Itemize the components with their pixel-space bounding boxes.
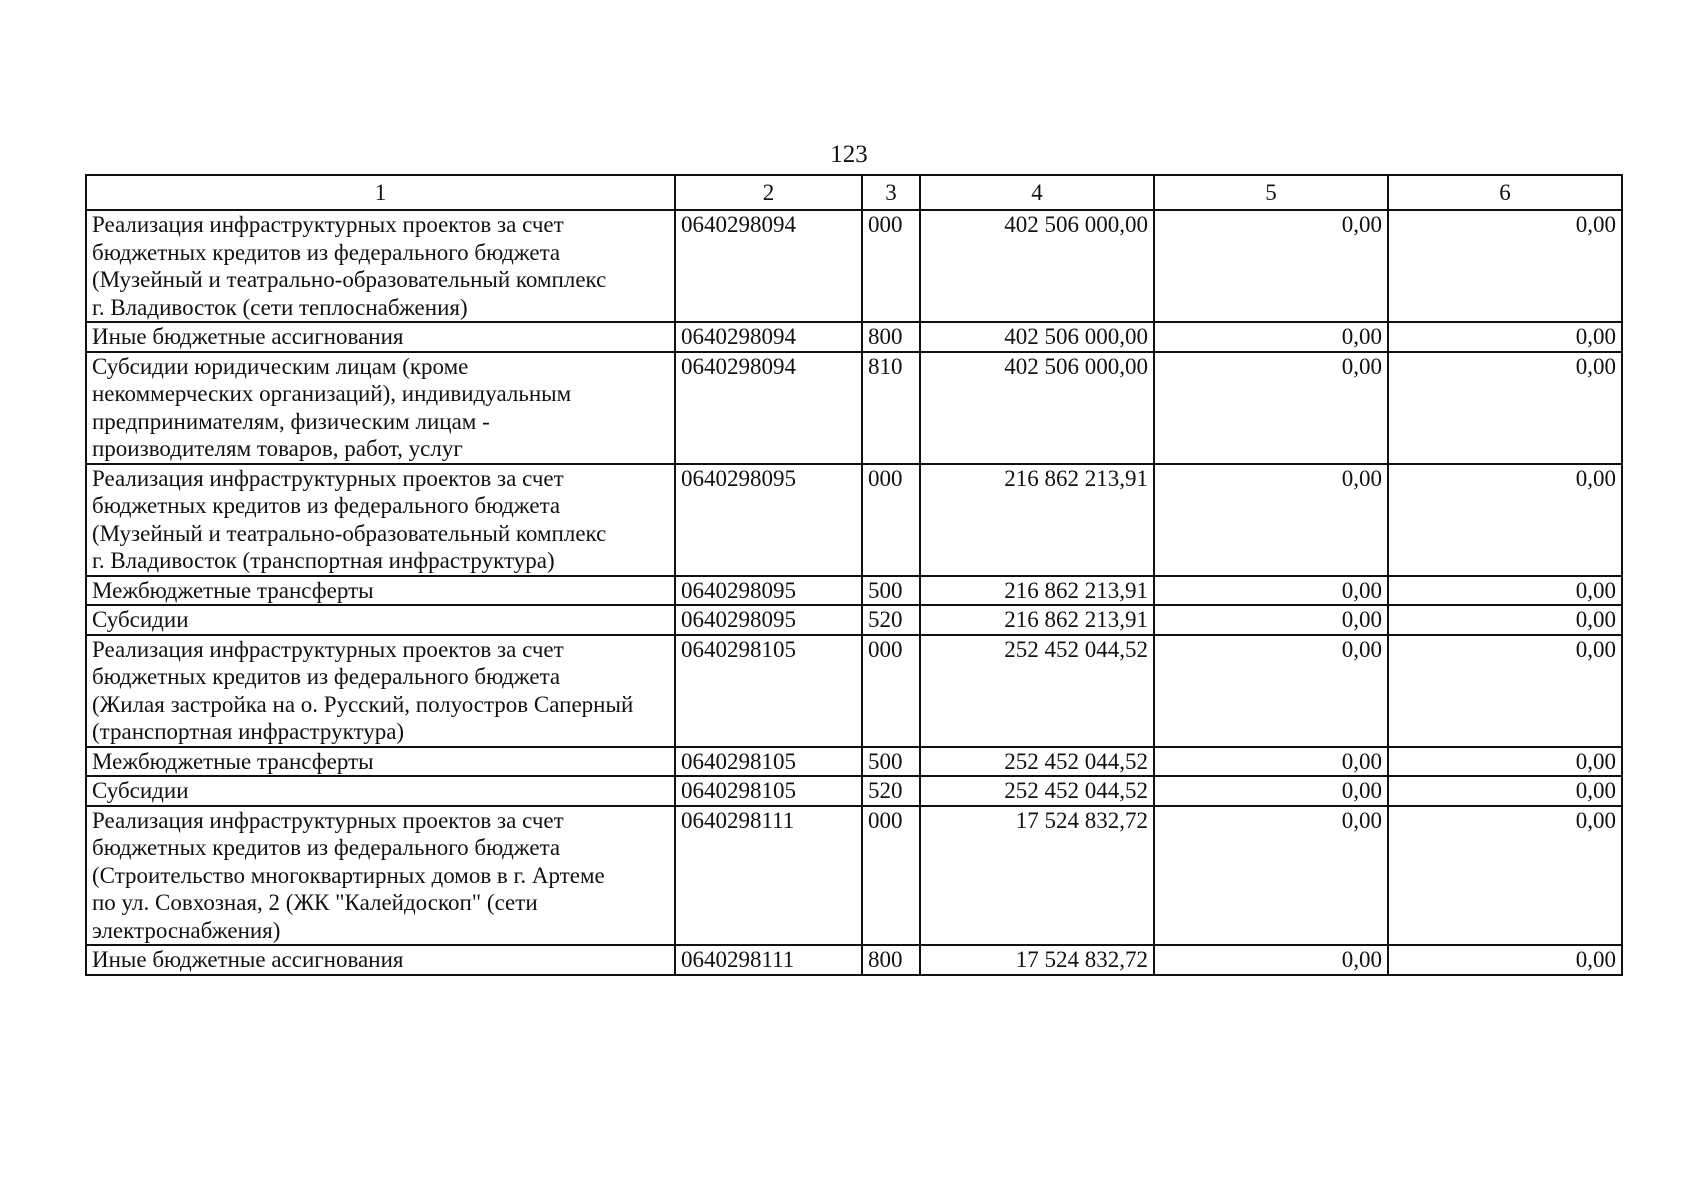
- target-article-code: 0640298095: [675, 576, 862, 606]
- target-article-code: 0640298105: [675, 776, 862, 806]
- row-name-line: бюджетных кредитов из федерального бюджета: [92, 239, 561, 265]
- column-header: 2: [675, 175, 862, 210]
- column-header: 4: [920, 175, 1154, 210]
- amount-column-4: 17 524 832,72: [920, 806, 1154, 946]
- target-article-code: 0640298105: [675, 747, 862, 777]
- row-name-line: (Музейный и театрально-образовательный комплекс: [92, 520, 607, 546]
- row-name-cell: [86, 776, 675, 806]
- row-name-line: Реализация инфраструктурных проектов за счет: [92, 212, 564, 237]
- amount-column-5: 0,00: [1154, 576, 1388, 606]
- row-name-line: (транспортная инфраструктура): [92, 719, 405, 744]
- table-row: [86, 747, 1622, 777]
- page-number: 123: [830, 141, 868, 168]
- target-article-code: 0640298094: [675, 352, 862, 464]
- budget-table: [85, 174, 1623, 976]
- row-name-line: производителям товаров, работ, услуг: [92, 436, 463, 461]
- row-name-line: Субсидии: [92, 607, 189, 632]
- target-article-code: 0640298095: [675, 605, 862, 635]
- row-name-line: бюджетных кредитов из федерального бюджета: [92, 664, 561, 689]
- row-name-cell: [86, 352, 675, 464]
- target-article-code: 0640298111: [675, 945, 862, 975]
- amount-column-5: 0,00: [1154, 806, 1388, 946]
- expense-type-code: 000: [862, 210, 920, 322]
- amount-column-5: 0,00: [1154, 322, 1388, 352]
- row-name-line: некоммерческих организаций), индивидуальным: [92, 381, 572, 406]
- amount-column-5: 0,00: [1154, 352, 1388, 464]
- amount-column-6: 0,00: [1388, 747, 1622, 777]
- column-header: 5: [1154, 175, 1388, 210]
- row-name-line: Реализация инфраструктурных проектов за счет: [92, 636, 564, 662]
- row-name-line: бюджетных кредитов из федерального бюджета: [92, 493, 561, 518]
- row-name-cell: [86, 322, 675, 352]
- row-name-cell: [86, 576, 675, 606]
- amount-column-5: 0,00: [1154, 464, 1388, 576]
- row-name-line: Субсидии: [92, 778, 189, 803]
- amount-column-6: 0,00: [1388, 776, 1622, 806]
- target-article-code: 0640298105: [675, 635, 862, 747]
- row-name-line: Субсидии юридическим лицам (кроме: [92, 353, 469, 379]
- expense-type-code: 800: [862, 322, 920, 352]
- amount-column-6: 0,00: [1388, 605, 1622, 635]
- target-article-code: 0640298094: [675, 322, 862, 352]
- row-name-line: г. Владивосток (транспортная инфраструктура): [92, 548, 555, 573]
- table-body: [86, 210, 1622, 975]
- column-header: 1: [86, 175, 675, 210]
- amount-column-6: 0,00: [1388, 806, 1622, 946]
- row-name-cell: [86, 635, 675, 747]
- expense-type-code: 500: [862, 576, 920, 606]
- row-name-line: г. Владивосток (сети теплоснабжения): [92, 294, 468, 320]
- amount-column-4: 252 452 044,52: [920, 747, 1154, 777]
- expense-type-code: 000: [862, 635, 920, 747]
- row-name-line: Межбюджетные трансферты: [92, 577, 374, 603]
- table-row: [86, 635, 1622, 747]
- row-name-line: Межбюджетные трансферты: [92, 748, 374, 774]
- row-name-line: (Строительство многоквартирных домов в г. Артеме: [92, 862, 605, 888]
- amount-column-4: 252 452 044,52: [920, 776, 1154, 806]
- row-name-line: предпринимателям, физическим лицам -: [92, 408, 490, 434]
- table-row: [86, 210, 1622, 322]
- row-name-line: (Музейный и театрально-образовательный комплекс: [92, 267, 607, 292]
- expense-type-code: 520: [862, 776, 920, 806]
- expense-type-code: 000: [862, 464, 920, 576]
- table-row: [86, 576, 1622, 606]
- row-name-cell: [86, 464, 675, 576]
- amount-column-5: 0,00: [1154, 635, 1388, 747]
- expense-type-code: 800: [862, 945, 920, 975]
- table-row: [86, 806, 1622, 946]
- amount-column-4: 17 524 832,72: [920, 945, 1154, 975]
- amount-column-5: 0,00: [1154, 605, 1388, 635]
- expense-type-code: 500: [862, 747, 920, 777]
- amount-column-4: 216 862 213,91: [920, 464, 1154, 576]
- column-header: 3: [862, 175, 920, 210]
- expense-type-code: 000: [862, 806, 920, 946]
- amount-column-4: 402 506 000,00: [920, 210, 1154, 322]
- table-row: [86, 464, 1622, 576]
- row-name-cell: [86, 747, 675, 777]
- column-header: 6: [1388, 175, 1622, 210]
- target-article-code: 0640298111: [675, 806, 862, 946]
- expense-type-code: 810: [862, 352, 920, 464]
- table-row: [86, 322, 1622, 352]
- table-row: [86, 605, 1622, 635]
- row-name-line: Реализация инфраструктурных проектов за счет: [92, 807, 564, 833]
- amount-column-4: 402 506 000,00: [920, 322, 1154, 352]
- amount-column-6: 0,00: [1388, 352, 1622, 464]
- row-name-line: по ул. Совхозная, 2 (ЖК "Калейдоскоп" (сети: [92, 890, 538, 915]
- table-row: [86, 945, 1622, 975]
- row-name-line: электроснабжения): [92, 917, 281, 943]
- row-name-line: Реализация инфраструктурных проектов за счет: [92, 465, 564, 491]
- amount-column-5: 0,00: [1154, 747, 1388, 777]
- table-header: [86, 175, 1622, 210]
- table-row: [86, 352, 1622, 464]
- row-name-line: Иные бюджетные ассигнования: [92, 324, 404, 349]
- row-name-line: бюджетных кредитов из федерального бюджета: [92, 835, 561, 860]
- header-row: [86, 175, 1622, 210]
- table-row: [86, 776, 1622, 806]
- target-article-code: 0640298095: [675, 464, 862, 576]
- target-article-code: 0640298094: [675, 210, 862, 322]
- row-name-line: Иные бюджетные ассигнования: [92, 947, 404, 972]
- amount-column-6: 0,00: [1388, 464, 1622, 576]
- row-name-cell: [86, 605, 675, 635]
- amount-column-5: 0,00: [1154, 945, 1388, 975]
- expense-type-code: 520: [862, 605, 920, 635]
- amount-column-4: 252 452 044,52: [920, 635, 1154, 747]
- amount-column-4: 216 862 213,91: [920, 605, 1154, 635]
- row-name-cell: [86, 210, 675, 322]
- amount-column-6: 0,00: [1388, 576, 1622, 606]
- amount-column-6: 0,00: [1388, 210, 1622, 322]
- amount-column-5: 0,00: [1154, 776, 1388, 806]
- amount-column-6: 0,00: [1388, 945, 1622, 975]
- amount-column-4: 402 506 000,00: [920, 352, 1154, 464]
- amount-column-6: 0,00: [1388, 322, 1622, 352]
- row-name-line: (Жилая застройка на о. Русский, полуостров Саперный: [92, 691, 634, 717]
- amount-column-5: 0,00: [1154, 210, 1388, 322]
- amount-column-6: 0,00: [1388, 635, 1622, 747]
- amount-column-4: 216 862 213,91: [920, 576, 1154, 606]
- row-name-cell: [86, 806, 675, 946]
- row-name-cell: [86, 945, 675, 975]
